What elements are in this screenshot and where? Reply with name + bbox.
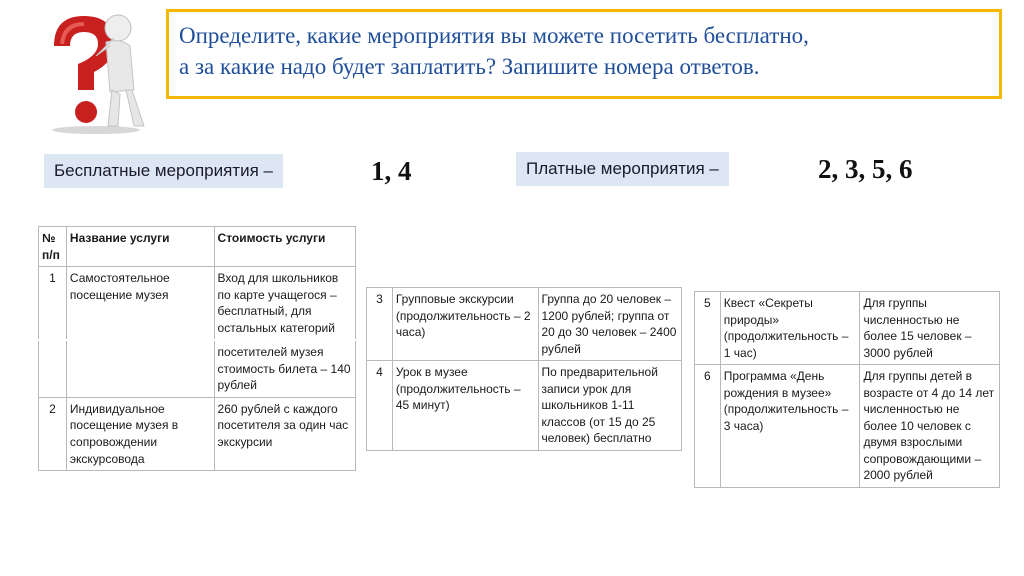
- header-number: № п/п: [39, 227, 67, 267]
- question-line-2: а за какие надо будет заплатить? Запишите номера ответов.: [179, 54, 760, 80]
- header-service-name: Название услуги: [66, 227, 214, 267]
- service-cost: 260 рублей с каждого посетителя за один час экскурсии: [214, 397, 355, 470]
- paid-events-answer: 2, 3, 5, 6: [818, 154, 913, 184]
- table-row: [695, 292, 1000, 365]
- table-row: [695, 365, 1000, 488]
- service-name: Урок в музее (продолжительность – 45 минут): [392, 361, 538, 451]
- row-number: 6: [695, 365, 721, 488]
- question-line-1: Определите, какие мероприятия вы можете посетить бесплатно,: [179, 23, 809, 48]
- row-number: [39, 340, 67, 397]
- service-name: Самостоятельное посещение музея: [66, 267, 214, 341]
- row-number: 2: [39, 397, 67, 470]
- table-row: [367, 288, 682, 361]
- service-cost: Для группы численностью не более 15 человек – 3000 рублей: [860, 292, 1000, 365]
- row-number: 4: [367, 361, 393, 451]
- service-name: Квест «Секреты природы» (продолжительность – 1 час): [720, 292, 860, 365]
- question-box: [166, 9, 1002, 99]
- table-row: [39, 397, 356, 470]
- table-row: [39, 267, 356, 341]
- services-table-1: [38, 226, 356, 471]
- table-row: [367, 361, 682, 451]
- service-cost: По предварительной записи урок для школьников 1-11 классов (от 15 до 25 человек) бесплатно: [538, 361, 682, 451]
- thinking-man-question-mark-icon: [40, 6, 152, 134]
- header-service-cost: Стоимость услуги: [214, 227, 355, 267]
- row-number: 1: [39, 267, 67, 341]
- service-cost: Группа до 20 человек – 1200 рублей; группа от 20 до 30 человек – 2400 рублей: [538, 288, 682, 361]
- services-table-3: [694, 291, 1000, 488]
- services-table-2: [366, 287, 682, 451]
- service-name: Программа «День рождения в музее» (продолжительность – 3 часа): [720, 365, 860, 488]
- service-name: [66, 340, 214, 397]
- free-events-answer: 1, 4: [371, 156, 412, 186]
- free-events-label: Бесплатные мероприятия –: [44, 154, 283, 188]
- service-cost: Для группы детей в возрасте от 4 до 14 лет численностью не более 10 человек с двумя взрослыми сопровождающими – 2000 рублей: [860, 365, 1000, 488]
- service-name: Групповые экскурсии (продолжительность – 2 часа): [392, 288, 538, 361]
- service-cost: посетителей музея стоимость билета – 140 рублей: [214, 340, 355, 397]
- row-number: 5: [695, 292, 721, 365]
- service-cost: Вход для школьников по карте учащегося – бесплатный, для остальных категорий: [214, 267, 355, 341]
- table-header-row: [39, 227, 356, 267]
- paid-events-label: Платные мероприятия –: [516, 152, 729, 186]
- table-row: [39, 340, 356, 397]
- row-number: 3: [367, 288, 393, 361]
- service-name: Индивидуальное посещение музея в сопровождении экскурсовода: [66, 397, 214, 470]
